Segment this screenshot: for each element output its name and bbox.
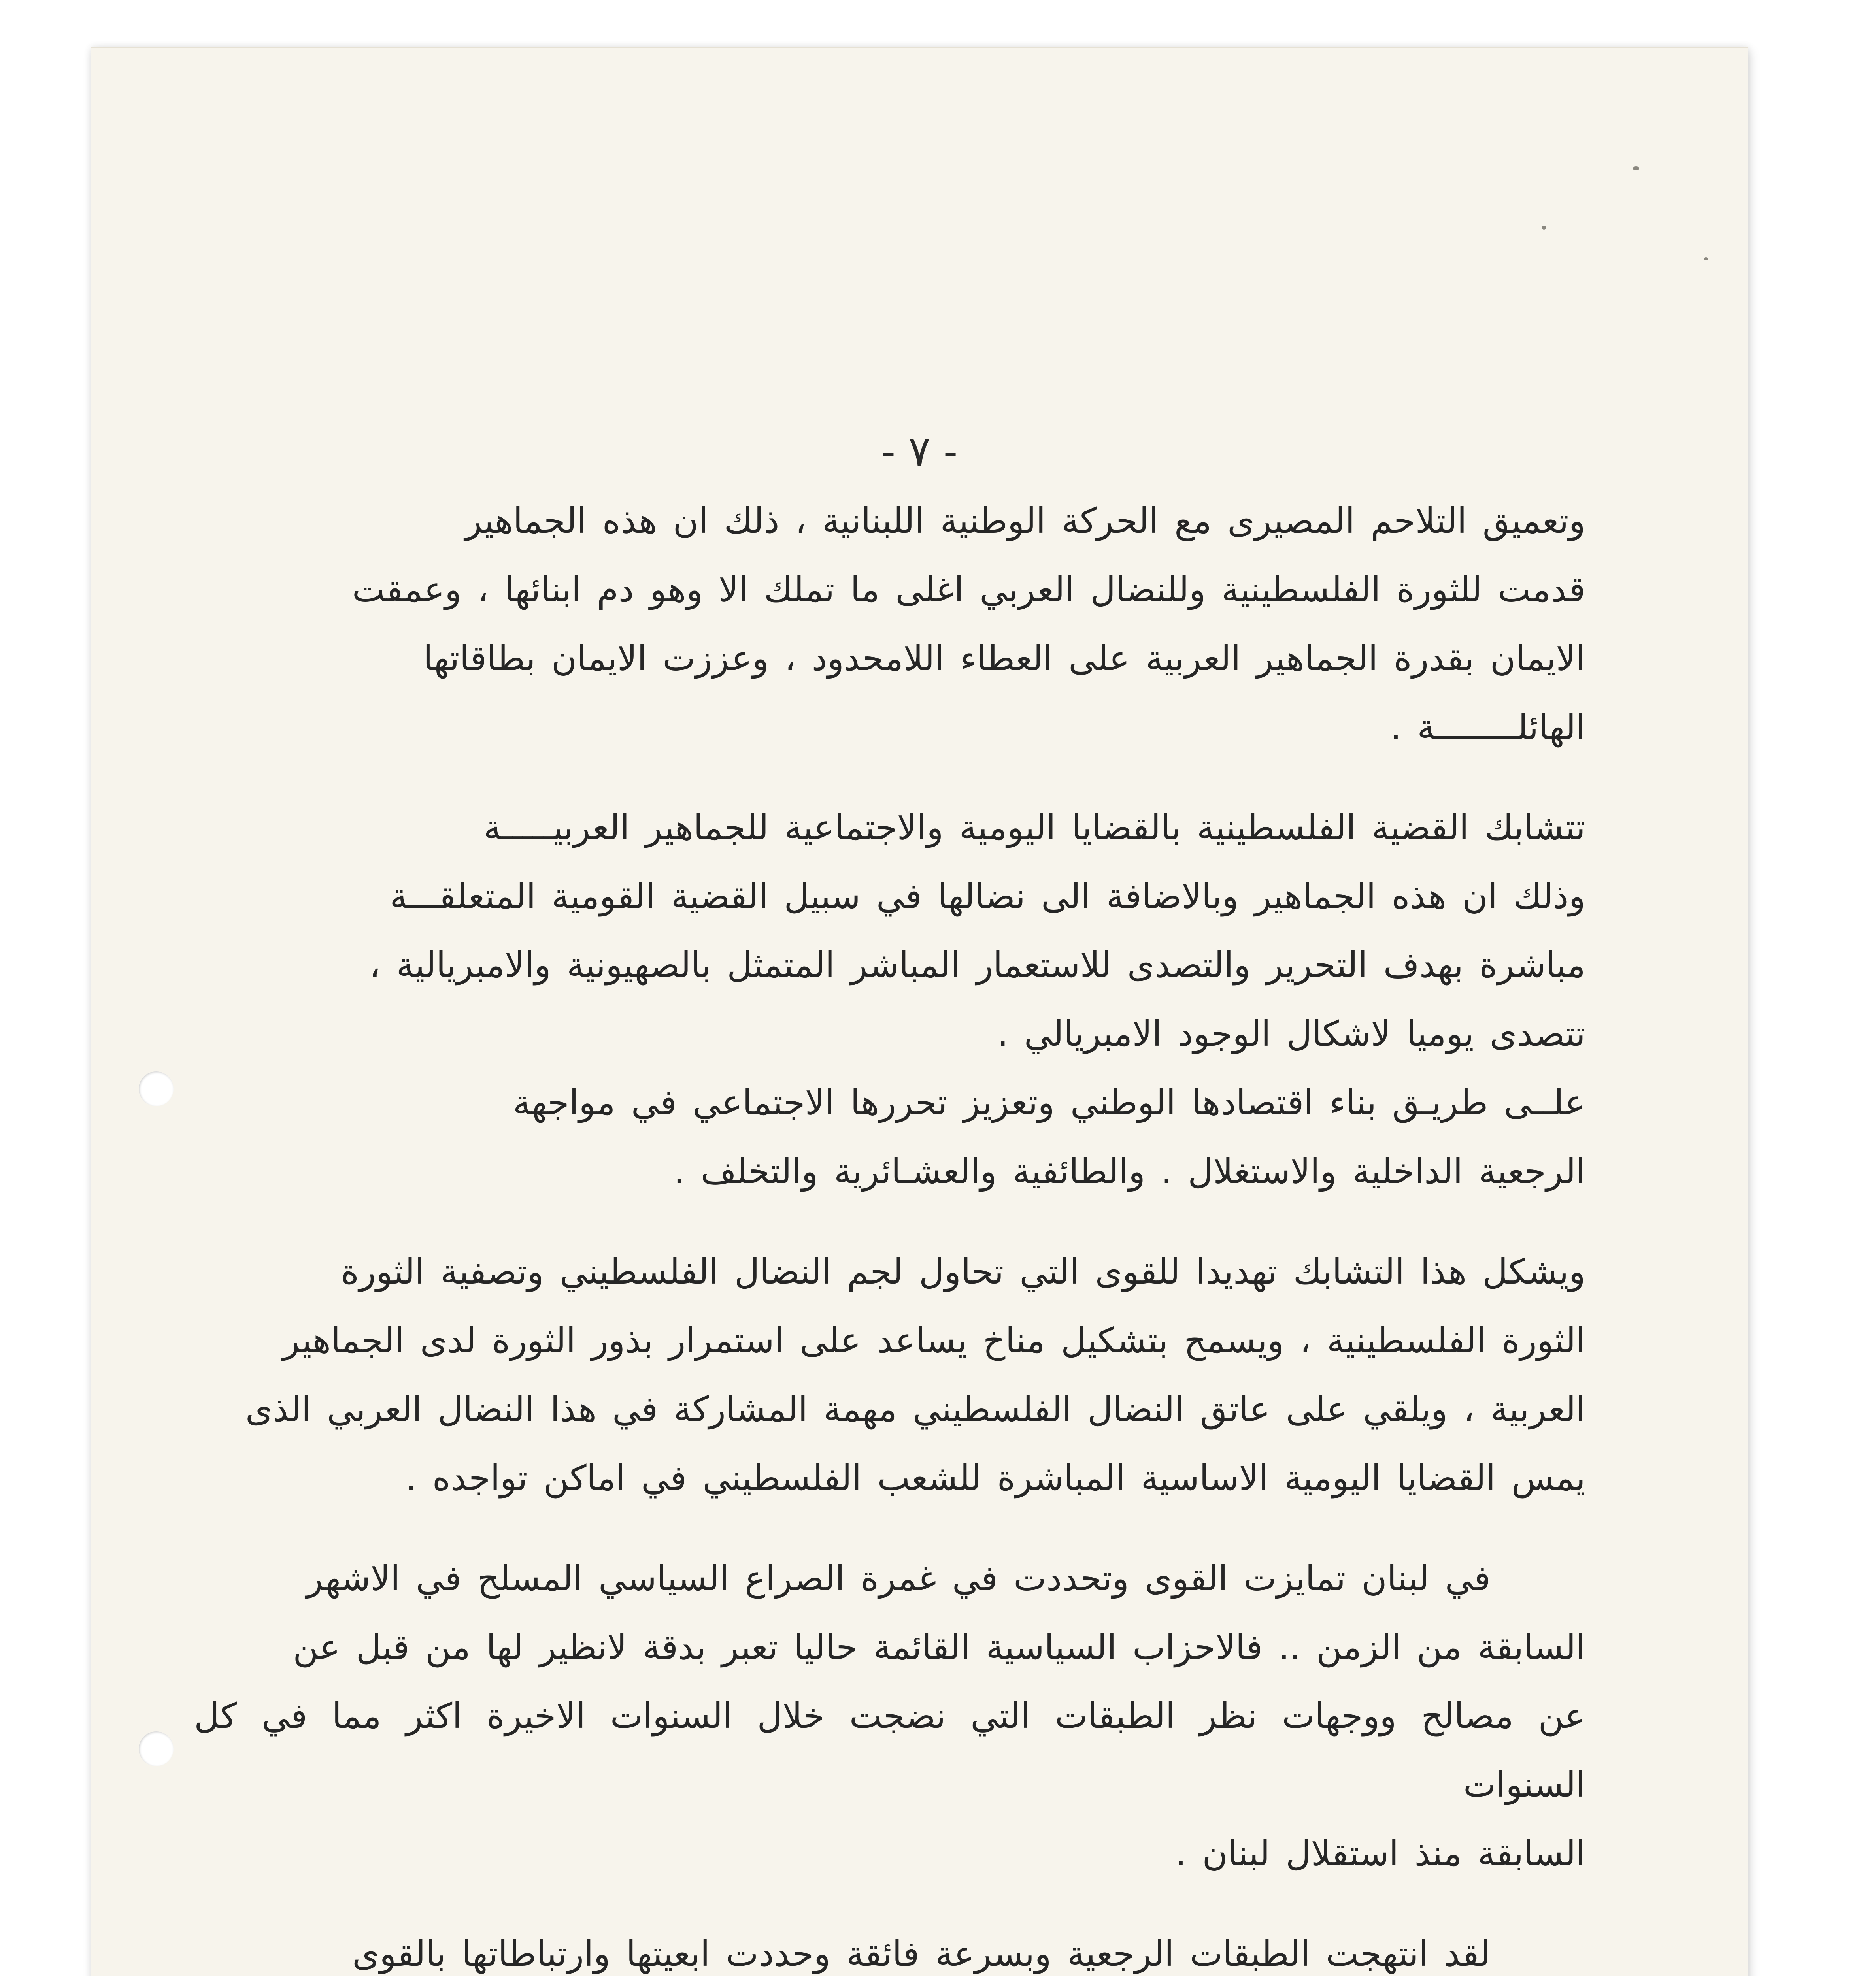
- punch-hole: [139, 1071, 174, 1106]
- paragraph: وتعميق التلاحم المصيرى مع الحركة الوطنية اللبنانية ، ذلك ان هذه الجماهير قدمت للثورة الفلسطينية وللنضال العربي اغلى ما تملك الا وهو دم ابنائها ، وعمقت الايمان بقدرة الجماهير العربية على العطاء اللامحدود ، وعززت الايمان بطاقاتها الهائلــــــــة .: [352, 500, 1585, 747]
- paper-speck: [1704, 257, 1708, 260]
- punch-hole: [139, 1731, 174, 1766]
- page-number: - ٧ -: [881, 427, 958, 475]
- paragraph: في لبنان تمايزت القوى وتحددت في غمرة الصراع السياسي المسلح في الاشهر السابقة من الزمن .. فالاحزاب السياسية القائمة حاليا تعبر بدقة لانظير لها من قبل عن عن مصالح ووجهات نظر الطبقات التي نضجت خلال السنوات الاخيرة اكثر مما في كل السنوات السابقة منذ استقلال لبنان .: [194, 1558, 1585, 1874]
- document-page: [91, 47, 1748, 1976]
- paragraph: ويشكل هذا التشابك تهديدا للقوى التي تحاول لجم النضال الفلسطيني وتصفية الثورة الثورة الفلسطينية ، ويسمح بتشكيل مناخ يساعد على استمرار بذور الثورة لدى الجماهير العربية ، ويلقي على عاتق النضال الفلسطيني مهمة المشاركة في هذا النضال العربي الذى يمس القضايا اليومية الاساسية المباشرة للشعب الفلسطيني في اماكن تواجده .: [245, 1251, 1585, 1498]
- paragraph: لقد انتهجت الطبقات الرجعية وبسرعة فائقة وحددت ابعيتها وارتباطاتها بالقوى: [352, 1933, 1491, 1974]
- paper-speck: [1633, 166, 1639, 170]
- document-body: [194, 486, 1585, 1976]
- paragraph: تتشابك القضية الفلسطينية بالقضايا اليومية والاجتماعية للجماهير العربيـــــة وذلك ان هذه الجماهير وبالاضافة الى نضالها في سبيل القضية القومية المتعلقـــة مباشرة بهدف التحرير والتصدى للاستعمار المباشر المتمثل بالصهيونية والامبريالية ، تتصدى يوميا لاشكال الوجود الامبريالي . علــى طريـق بناء اقتصادها الوطني وتعزيز تحررها الاجتماعي في مواجهة الرجعية الداخلية والاستغلال . والطائفية والعشـائرية والتخلف .: [369, 807, 1585, 1192]
- paper-speck: [1542, 226, 1546, 230]
